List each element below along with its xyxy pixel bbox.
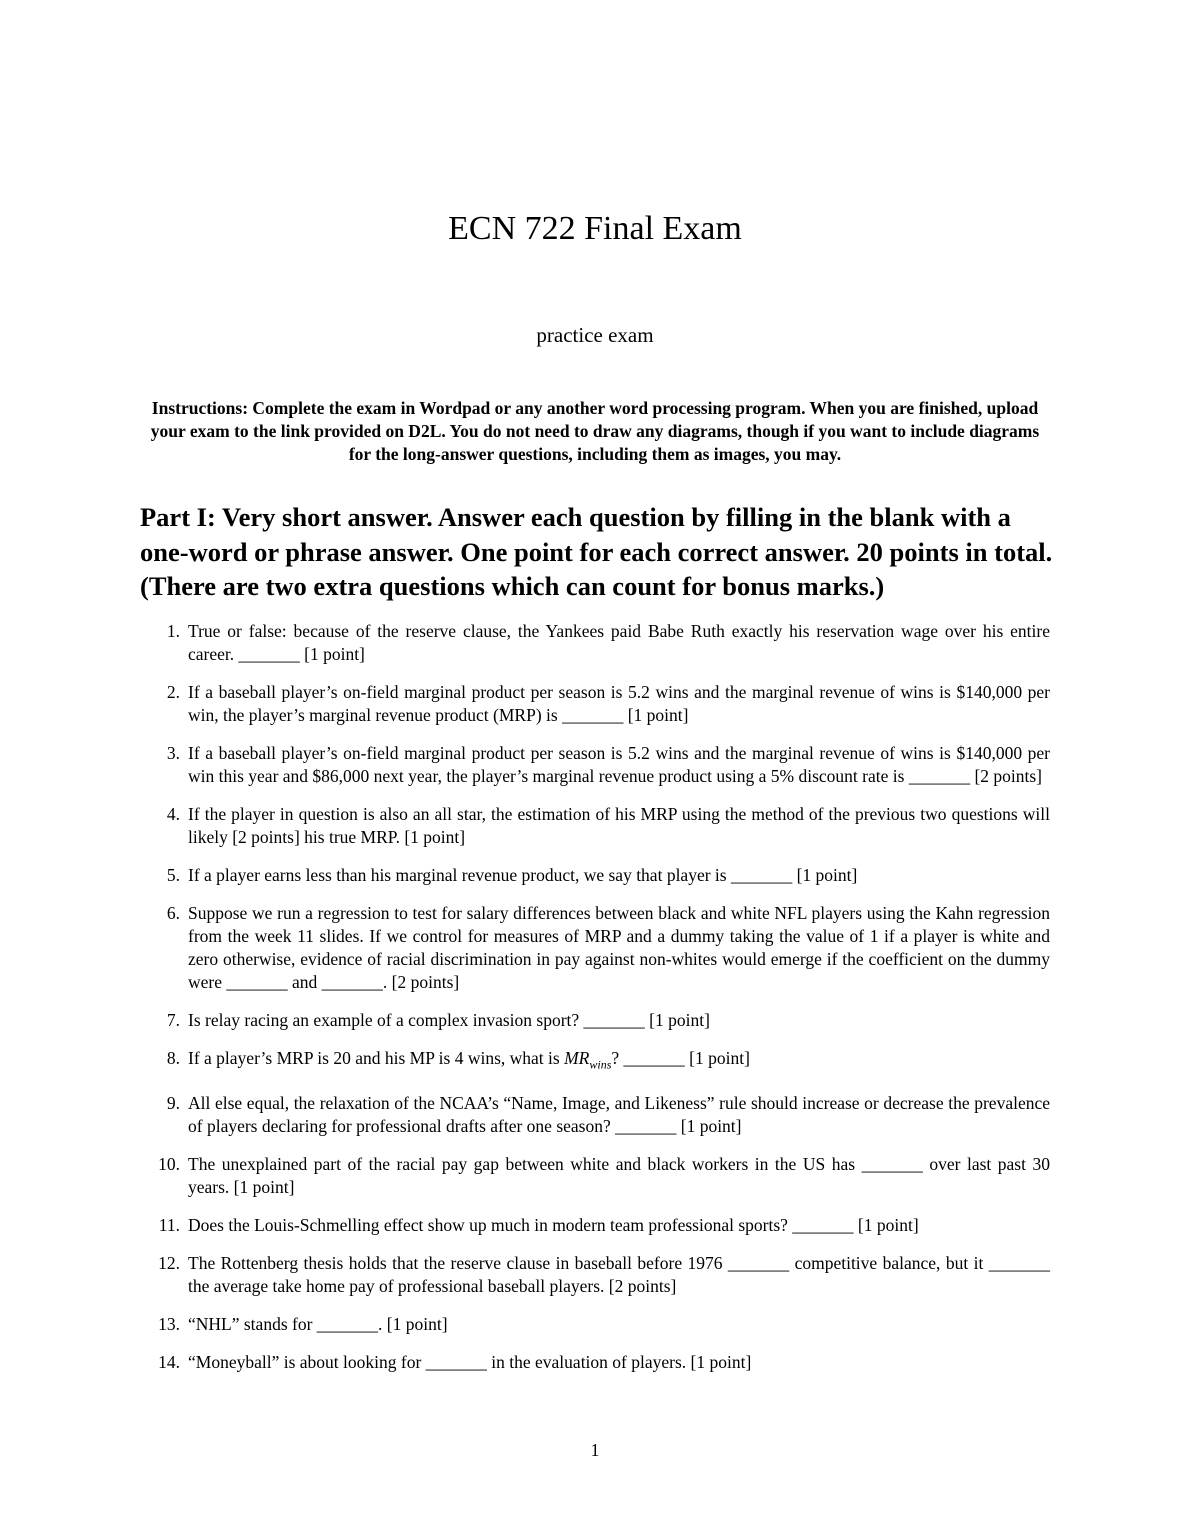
question-text: If a baseball player’s on-field marginal product per season is 5.2 wins and the marginal revenue of wins is $140,000 per win this year and $86,000 next year, the player’s marginal revenue product using a 5% discount rate is _______ [2 points] <box>188 743 1050 786</box>
question-number: 7. <box>166 1010 180 1030</box>
question-number: 12. <box>158 1252 180 1273</box>
question-12 <box>140 1252 1050 1298</box>
question-8 <box>140 1047 1050 1077</box>
question-text: “NHL” stands for _______. [1 point] <box>188 1313 448 1334</box>
question-number: 11. <box>158 1214 180 1235</box>
question-text: The unexplained part of the racial pay gap between white and black workers in the US has _______ over last past 30 years. [1 point] <box>188 1153 1050 1197</box>
question-number: 8. <box>166 1048 180 1068</box>
question-list <box>140 620 1050 1389</box>
exam-subtitle: practice exam <box>536 323 654 347</box>
question-3 <box>140 742 1050 788</box>
question-4 <box>140 803 1050 849</box>
question-number: 9. <box>166 1092 180 1113</box>
question-text: Is relay racing an example of a complex invasion sport? _______ [1 point] <box>188 1010 710 1030</box>
question-text: If the player in question is also an all star, the estimation of his MRP using the method of the previous two questions will likely [2 points] his true MRP. [1 point] <box>188 804 1050 847</box>
question-text-before: If a player’s MRP is 20 and his MP is 4 wins, what is <box>188 1048 565 1068</box>
question-5 <box>140 864 1050 887</box>
question-number: 1. <box>166 621 180 641</box>
question-text <box>188 1047 1050 1077</box>
question-7 <box>140 1009 1050 1032</box>
question-number: 2. <box>166 682 180 702</box>
math-expression <box>564 1048 612 1072</box>
question-6 <box>140 902 1050 994</box>
question-2 <box>140 681 1050 727</box>
question-13 <box>140 1313 1050 1336</box>
question-number: 3. <box>166 743 180 763</box>
question-number: 14. <box>158 1351 180 1372</box>
question-text: “Moneyball” is about looking for _______ in the evaluation of players. [1 point] <box>188 1351 752 1372</box>
math-subscript: wins <box>589 1057 612 1072</box>
question-text: All else equal, the relaxation of the NCAA’s “Name, Image, and Likeness” rule should increase or decrease the prevalence of players declaring for professional drafts after one season? _______ [1 point] <box>188 1092 1050 1136</box>
question-text-after: ? _______ [1 point] <box>611 1048 750 1068</box>
question-14 <box>140 1351 1050 1374</box>
question-text: Does the Louis-Schmelling effect show up much in modern team professional sports? _______ [1 point] <box>188 1214 919 1235</box>
question-number: 13. <box>158 1313 180 1334</box>
question-number: 10. <box>158 1153 180 1174</box>
page-number: 1 <box>590 1440 600 1460</box>
question-1 <box>140 620 1050 666</box>
exam-title: ECN 722 Final Exam <box>448 210 742 247</box>
question-text: If a baseball player’s on-field marginal product per season is 5.2 wins and the marginal revenue of wins is $140,000 per win, the player’s marginal revenue product (MRP) is _______ [1 point] <box>188 682 1050 725</box>
question-number: 5. <box>166 865 180 885</box>
question-number: 4. <box>166 804 180 824</box>
question-number: 6. <box>166 903 180 923</box>
question-text: Suppose we run a regression to test for salary differences between black and white NFL players using the Kahn regression from the week 11 slides. If we control for measures of MRP and a dummy taking the value of 1 if a player is white and zero otherwise, evidence of racial discrimination in pay against non-whites would emerge if the coefficient on the dummy were _______ and _______. [2 points] <box>188 903 1050 992</box>
exam-instructions: Instructions: Complete the exam in Wordpad or any another word processing program. When you are finished, upload your exam to the link provided on D2L. You do not need to draw any diagrams, though if you want to include diagrams for the long-answer questions, including them as images, you may. <box>150 398 1040 464</box>
question-11 <box>140 1214 1050 1237</box>
question-10 <box>140 1153 1050 1199</box>
question-9 <box>140 1092 1050 1138</box>
question-text: True or false: because of the reserve clause, the Yankees paid Babe Ruth exactly his reservation wage over his entire career. _______ [1 point] <box>188 621 1050 664</box>
question-text: The Rottenberg thesis holds that the reserve clause in baseball before 1976 _______ competitive balance, but it _______ the average take home pay of professional baseball players. [2 points] <box>188 1252 1050 1296</box>
math-main: MR <box>564 1048 590 1068</box>
question-text: If a player earns less than his marginal revenue product, we say that player is _______ [1 point] <box>188 865 858 885</box>
part-one-heading: Part I: Very short answer. Answer each question by filling in the blank with a one-word or phrase answer. One point for each correct answer. 20 points in total. (There are two extra questions which can count for bonus marks.) <box>140 502 1053 601</box>
